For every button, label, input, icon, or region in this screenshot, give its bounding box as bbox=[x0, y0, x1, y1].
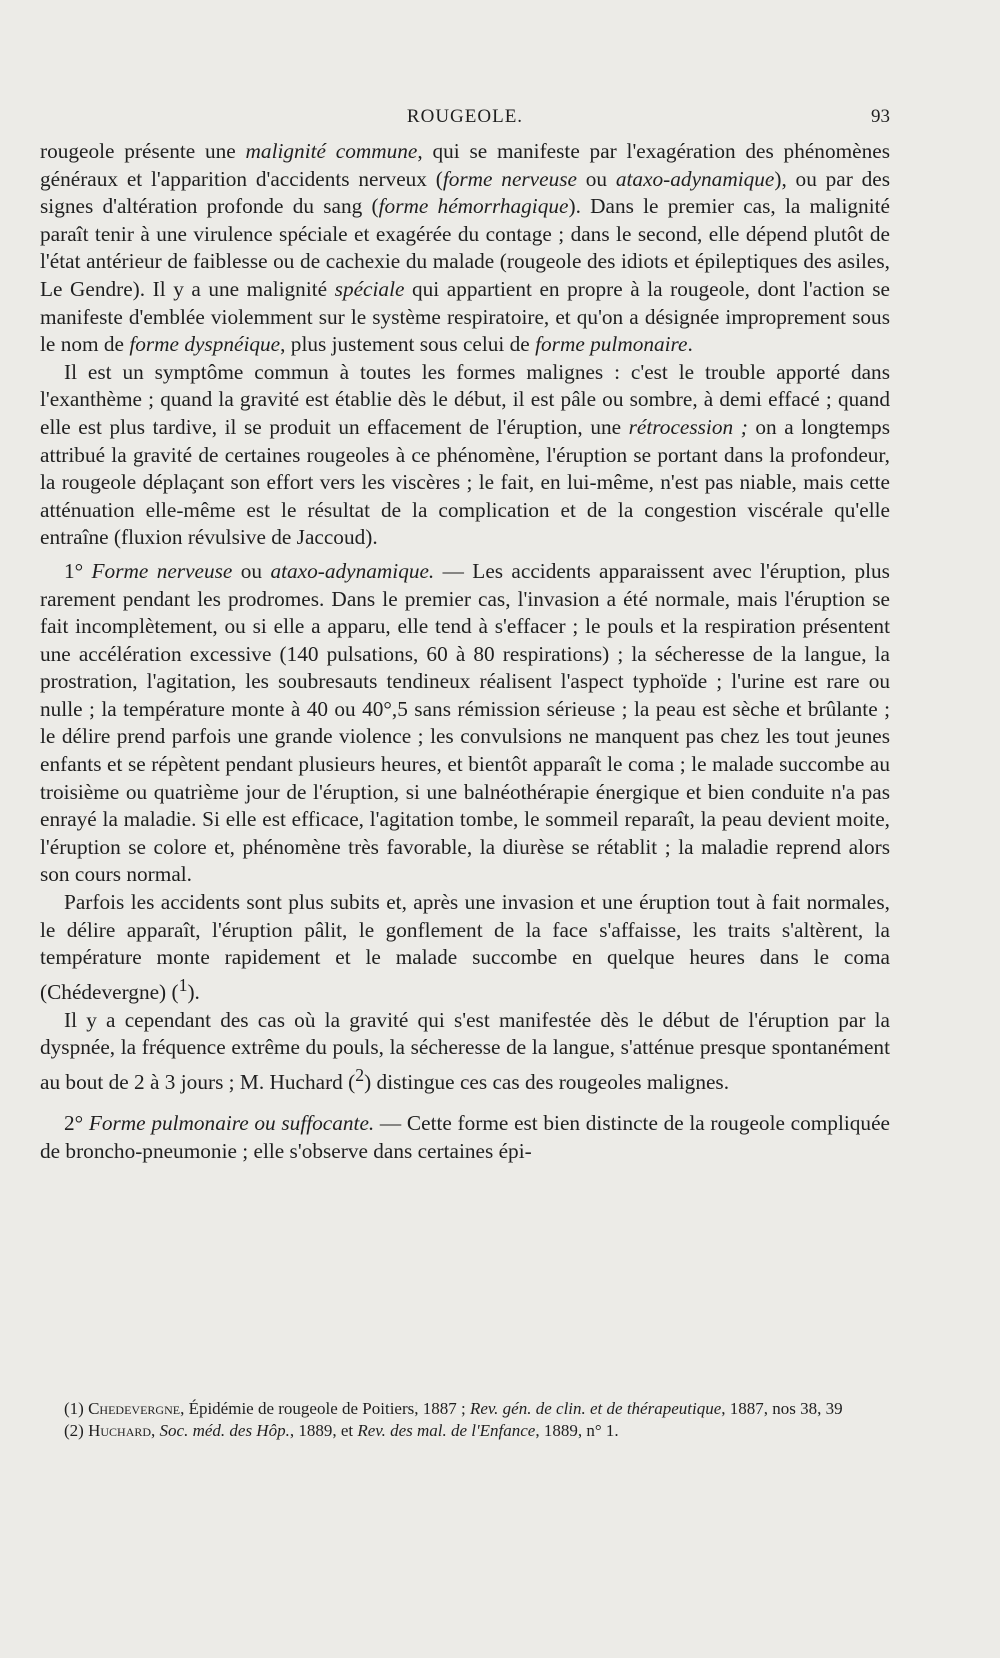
page-header bbox=[40, 106, 890, 134]
footnotes bbox=[40, 1398, 890, 1442]
footnote-ref-1: 1 bbox=[178, 974, 188, 995]
footnote-ref-2: 2 bbox=[355, 1064, 365, 1085]
section-forme-pulmonaire: 2° Forme pulmonaire ou suffocante. — Cette forme est bien distincte de la rougeole compliquée de broncho-pneumonie ; elle s'observe dans certaines épi- bbox=[40, 1111, 890, 1163]
footnote-1: (1) Chedevergne, Épidémie de rougeole de Poitiers, 1887 ; Rev. gén. de clin. et de thérapeutique, 1887, nos 38, 39 bbox=[64, 1399, 843, 1418]
page-number: 93 bbox=[871, 106, 890, 127]
main-text bbox=[40, 138, 890, 1166]
footnote-2: (2) Huchard, Soc. méd. des Hôp., 1889, et Rev. des mal. de l'Enfance, 1889, n° 1. bbox=[64, 1421, 619, 1440]
running-head: ROUGEOLE. bbox=[406, 106, 524, 127]
paragraph-5: Il y a cependant des cas où la gravité qui s'est manifestée dès le début de l'éruption par la dyspnée, la fréquence extrême du pouls, la sécheresse de la langue, s'atténue presque spontanément au bout de 2 à 3 jours ; M. Huchard ($^2$) distingue ces cas des rougeoles malignes. bbox=[40, 1007, 890, 1094]
paragraph-4: Parfois les accidents sont plus subits et, après une invasion et une éruption tout à fait normales, le délire apparaît, l'éruption pâlit, le gonflement de la face s'affaisse, les traits s'altèrent, la température monte rapidement et le malade succombe en quelque heures dans le coma (Chédevergne) ($^1$). bbox=[40, 890, 890, 1004]
section-forme-nerveuse: 1° Forme nerveuse ou ataxo-adynamique. — Les accidents apparaissent avec l'éruption, plus rarement pendant les prodromes. Dans le premier cas, l'invasion a été normale, mais l'éruption se fait incomplètement, ou si elle a apparu, elle tend à s'effacer ; le pouls et la respiration présentent une accélération excessive (140 pulsations, 60 à 80 respirations) ; la sécheresse de la langue, la prostration, l'agitation, les soubresauts tendineux réalisent l'aspect typhoïde ; l'urine est rare ou nulle ; la température monte à 40 ou 40°,5 sans rémission sérieuse ; la peau est sèche et brûlante ; le délire prend parfois une grande violence ; les convulsions ne manquent pas chez les tout jeunes enfants et se répètent pendant plusieurs heures, et bientôt apparaît le coma ; le malade succombe au troisième ou quatrième jour de l'éruption, si une balnéothérapie énergique et bien conduite n'a pas enrayé la maladie. Si elle est efficace, l'agitation tombe, le sommeil reparaît, la peau devient moite, l'éruption se colore et, phénomène très favorable, la diurèse se rétablit ; la maladie reprend alors son cours normal. bbox=[40, 558, 890, 887]
paragraph-2: Il est un symptôme commun à toutes les formes malignes : c'est le trouble apporté dans l'exanthème ; quand la gravité est établie dès le début, il est pâle ou sombre, à demi effacé ; quand elle est plus tardive, il se produit un effacement de l'éruption, une rétrocession ; on a longtemps attribué la gravité de certaines rougeoles à ce phénomène, l'éruption se portant dans la profondeur, la rougeole déplaçant son effort vers les viscères ; le fait, en lui-même, n'est pas niable, mais cette atténuation elle-même est le résultat de la complication et de la congestion viscérale qu'elle entraîne (fluxion révulsive de Jaccoud). bbox=[40, 359, 890, 550]
paragraph-1: rougeole présente une malignité commune, qui se manifeste par l'exagération des phénomènes généraux et l'apparition d'accidents nerveux (forme nerveuse ou ataxo-adynamique), ou par des signes d'altération profonde du sang (forme hémorrhagique). Dans le premier cas, la malignité paraît tenir à une virulence spéciale et exagérée du contage ; dans le second, elle dépend plutôt de l'état antérieur de faiblesse ou de cachexie du malade (rougeole des idiots et épileptiques des asiles, Le Gendre). Il y a une malignité spéciale qui appartient en propre à la rougeole, dont l'action se manifeste d'emblée violemment sur le système respiratoire, et qu'on a désignée improprement sous le nom de forme dyspnéique, plus justement sous celui de forme pulmonaire. bbox=[40, 139, 891, 357]
